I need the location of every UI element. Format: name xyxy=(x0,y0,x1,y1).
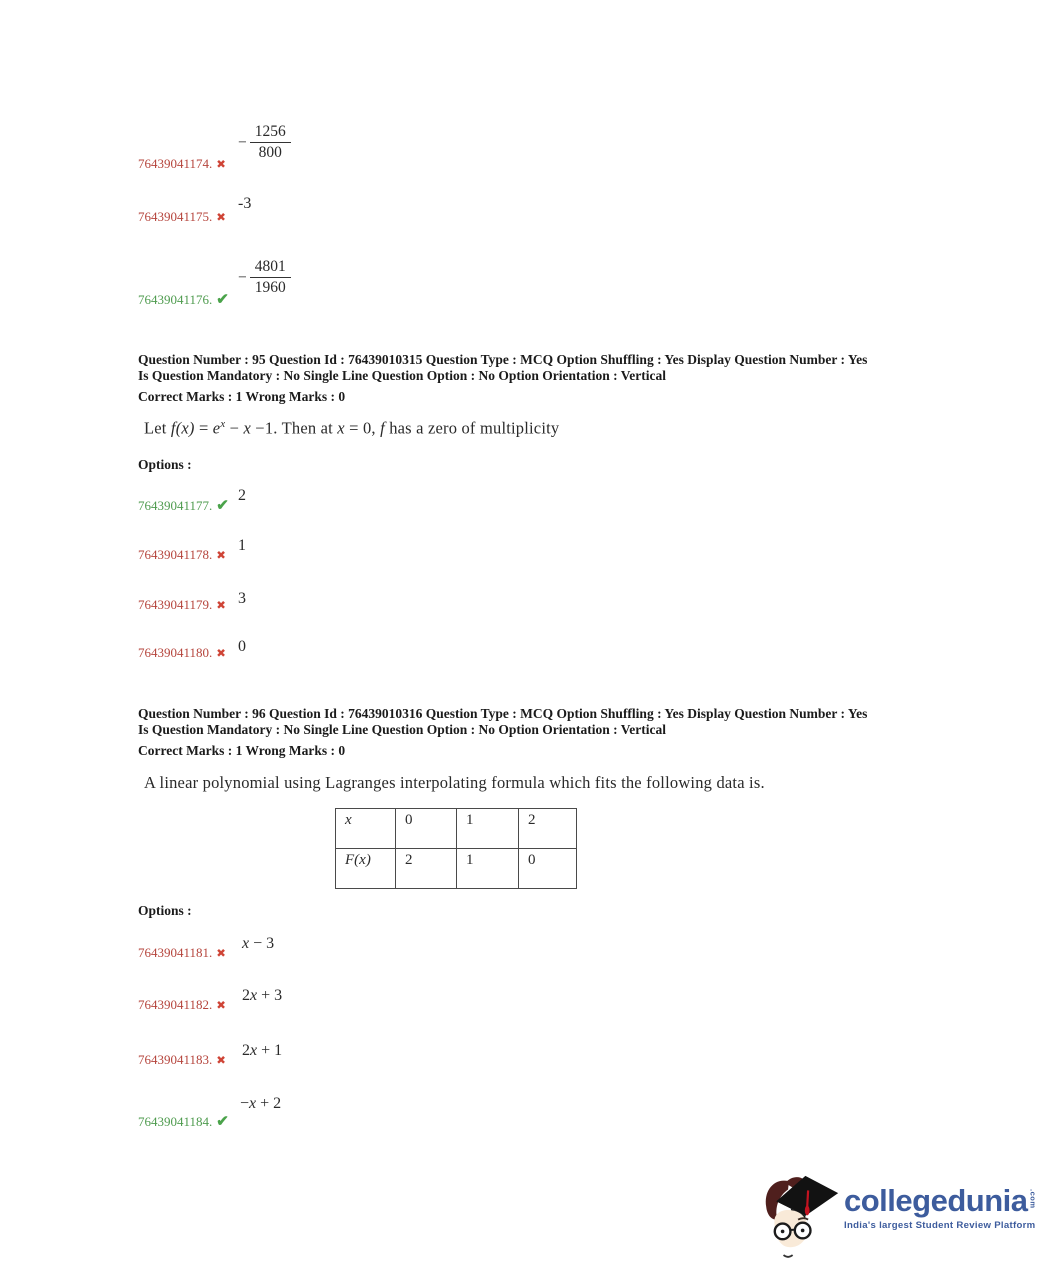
option-row xyxy=(138,987,478,1013)
fraction-denominator: 800 xyxy=(258,144,282,161)
table-cell: F(x) xyxy=(336,849,396,889)
option-id-text: 76439041180. xyxy=(138,645,213,660)
question-meta-line1: Question Number : 96 Question Id : 76439010316 Question Type : MCQ Option Shuffling : Yes Display Question Number : Yes xyxy=(138,706,868,721)
option-id-text: 76439041182. xyxy=(138,997,213,1012)
fraction xyxy=(250,123,291,162)
option-row xyxy=(138,487,478,514)
option-row xyxy=(138,537,478,563)
question-96-meta xyxy=(138,706,938,759)
option-row xyxy=(138,258,478,308)
minus-sign: − xyxy=(238,133,247,151)
option-id xyxy=(138,945,226,960)
option-id-text: 76439041179. xyxy=(138,597,213,612)
wrong-icon: ✖ xyxy=(216,212,226,224)
option-id xyxy=(138,292,229,307)
option-id-text: 76439041176. xyxy=(138,292,213,307)
minus-sign: − xyxy=(238,268,247,286)
option-id xyxy=(138,597,226,612)
fraction-numerator: 1256 xyxy=(250,123,291,143)
collegedunia-logo xyxy=(758,1168,1037,1262)
option-fraction xyxy=(238,258,291,297)
mascot-icon xyxy=(758,1168,840,1262)
option-id xyxy=(138,1114,229,1129)
option-row xyxy=(138,195,478,225)
options-label: Options : xyxy=(138,903,192,918)
option-row xyxy=(138,1042,478,1068)
option-row xyxy=(138,123,478,172)
option-id xyxy=(138,209,226,224)
option-row xyxy=(138,638,478,661)
table-cell: 2 xyxy=(519,809,577,849)
option-row xyxy=(138,1095,478,1130)
option-value: 2x + 1 xyxy=(242,1042,283,1059)
table-cell: 0 xyxy=(519,849,577,889)
wrong-icon: ✖ xyxy=(216,600,226,612)
wrong-icon: ✖ xyxy=(216,1000,226,1012)
table-row xyxy=(336,849,577,889)
option-value: −x + 2 xyxy=(240,1095,282,1112)
option-row xyxy=(138,935,478,961)
option-id-text: 76439041177. xyxy=(138,498,213,513)
option-value: 3 xyxy=(238,590,246,607)
question-meta-line2: Is Question Mandatory : No Single Line Question Option : No Option Orientation : Vertical xyxy=(138,368,667,383)
wrong-icon: ✖ xyxy=(216,648,226,660)
fraction-numerator: 4801 xyxy=(250,258,291,278)
brand-row xyxy=(844,1183,1037,1218)
wrong-icon: ✖ xyxy=(216,159,226,171)
question-95-meta xyxy=(138,352,938,405)
option-id xyxy=(138,547,226,562)
option-id-text: 76439041184. xyxy=(138,1114,213,1129)
option-id xyxy=(138,645,226,660)
question-meta-line2: Is Question Mandatory : No Single Line Question Option : No Option Orientation : Vertical xyxy=(138,722,667,737)
option-value: -3 xyxy=(238,195,252,212)
option-fraction xyxy=(238,123,291,162)
fraction xyxy=(250,258,291,297)
option-id-text: 76439041181. xyxy=(138,945,213,960)
table-row xyxy=(336,809,577,849)
option-value: 2 xyxy=(238,487,246,504)
option-id-text: 76439041174. xyxy=(138,156,213,171)
question-96-text: A linear polynomial using Lagranges interpolating formula which fits the following data is. xyxy=(144,773,765,792)
option-id xyxy=(138,997,226,1012)
option-id-text: 76439041178. xyxy=(138,547,213,562)
option-id xyxy=(138,498,229,513)
option-value: 2x + 3 xyxy=(242,987,283,1004)
option-id xyxy=(138,1052,226,1067)
table-cell: 2 xyxy=(396,849,457,889)
wrong-icon: ✖ xyxy=(216,948,226,960)
brand-tld: .com xyxy=(1028,1189,1037,1209)
table-cell: 1 xyxy=(457,809,519,849)
question-95-text: Let $f(x) = e^x - x -1$. Then at x = 0, f has a zero of multiplicity xyxy=(144,418,560,438)
option-id-text: 76439041175. xyxy=(138,209,213,224)
option-value: x − 3 xyxy=(242,935,275,952)
brand-name: collegedunia xyxy=(844,1183,1028,1218)
logo-text xyxy=(844,1183,1037,1231)
option-id xyxy=(138,156,226,171)
correct-icon: ✔ xyxy=(216,292,229,308)
table-cell: 0 xyxy=(396,809,457,849)
option-value: 1 xyxy=(238,537,246,554)
fraction-denominator: 1960 xyxy=(254,279,286,296)
options-label: Options : xyxy=(138,457,192,472)
table-cell: 1 xyxy=(457,849,519,889)
wrong-icon: ✖ xyxy=(216,550,226,562)
marks-line: Correct Marks : 1 Wrong Marks : 0 xyxy=(138,389,346,404)
correct-icon: ✔ xyxy=(216,1114,229,1130)
option-row xyxy=(138,590,478,613)
option-value: 0 xyxy=(238,638,246,655)
question-meta-line1: Question Number : 95 Question Id : 76439010315 Question Type : MCQ Option Shuffling : Yes Display Question Number : Yes xyxy=(138,352,868,367)
option-id-text: 76439041183. xyxy=(138,1052,213,1067)
data-table xyxy=(335,808,577,889)
wrong-icon: ✖ xyxy=(216,1055,226,1067)
marks-line: Correct Marks : 1 Wrong Marks : 0 xyxy=(138,743,346,758)
correct-icon: ✔ xyxy=(216,498,229,514)
table-cell: x xyxy=(336,809,396,849)
brand-tagline: India's largest Student Review Platform xyxy=(844,1220,1036,1231)
